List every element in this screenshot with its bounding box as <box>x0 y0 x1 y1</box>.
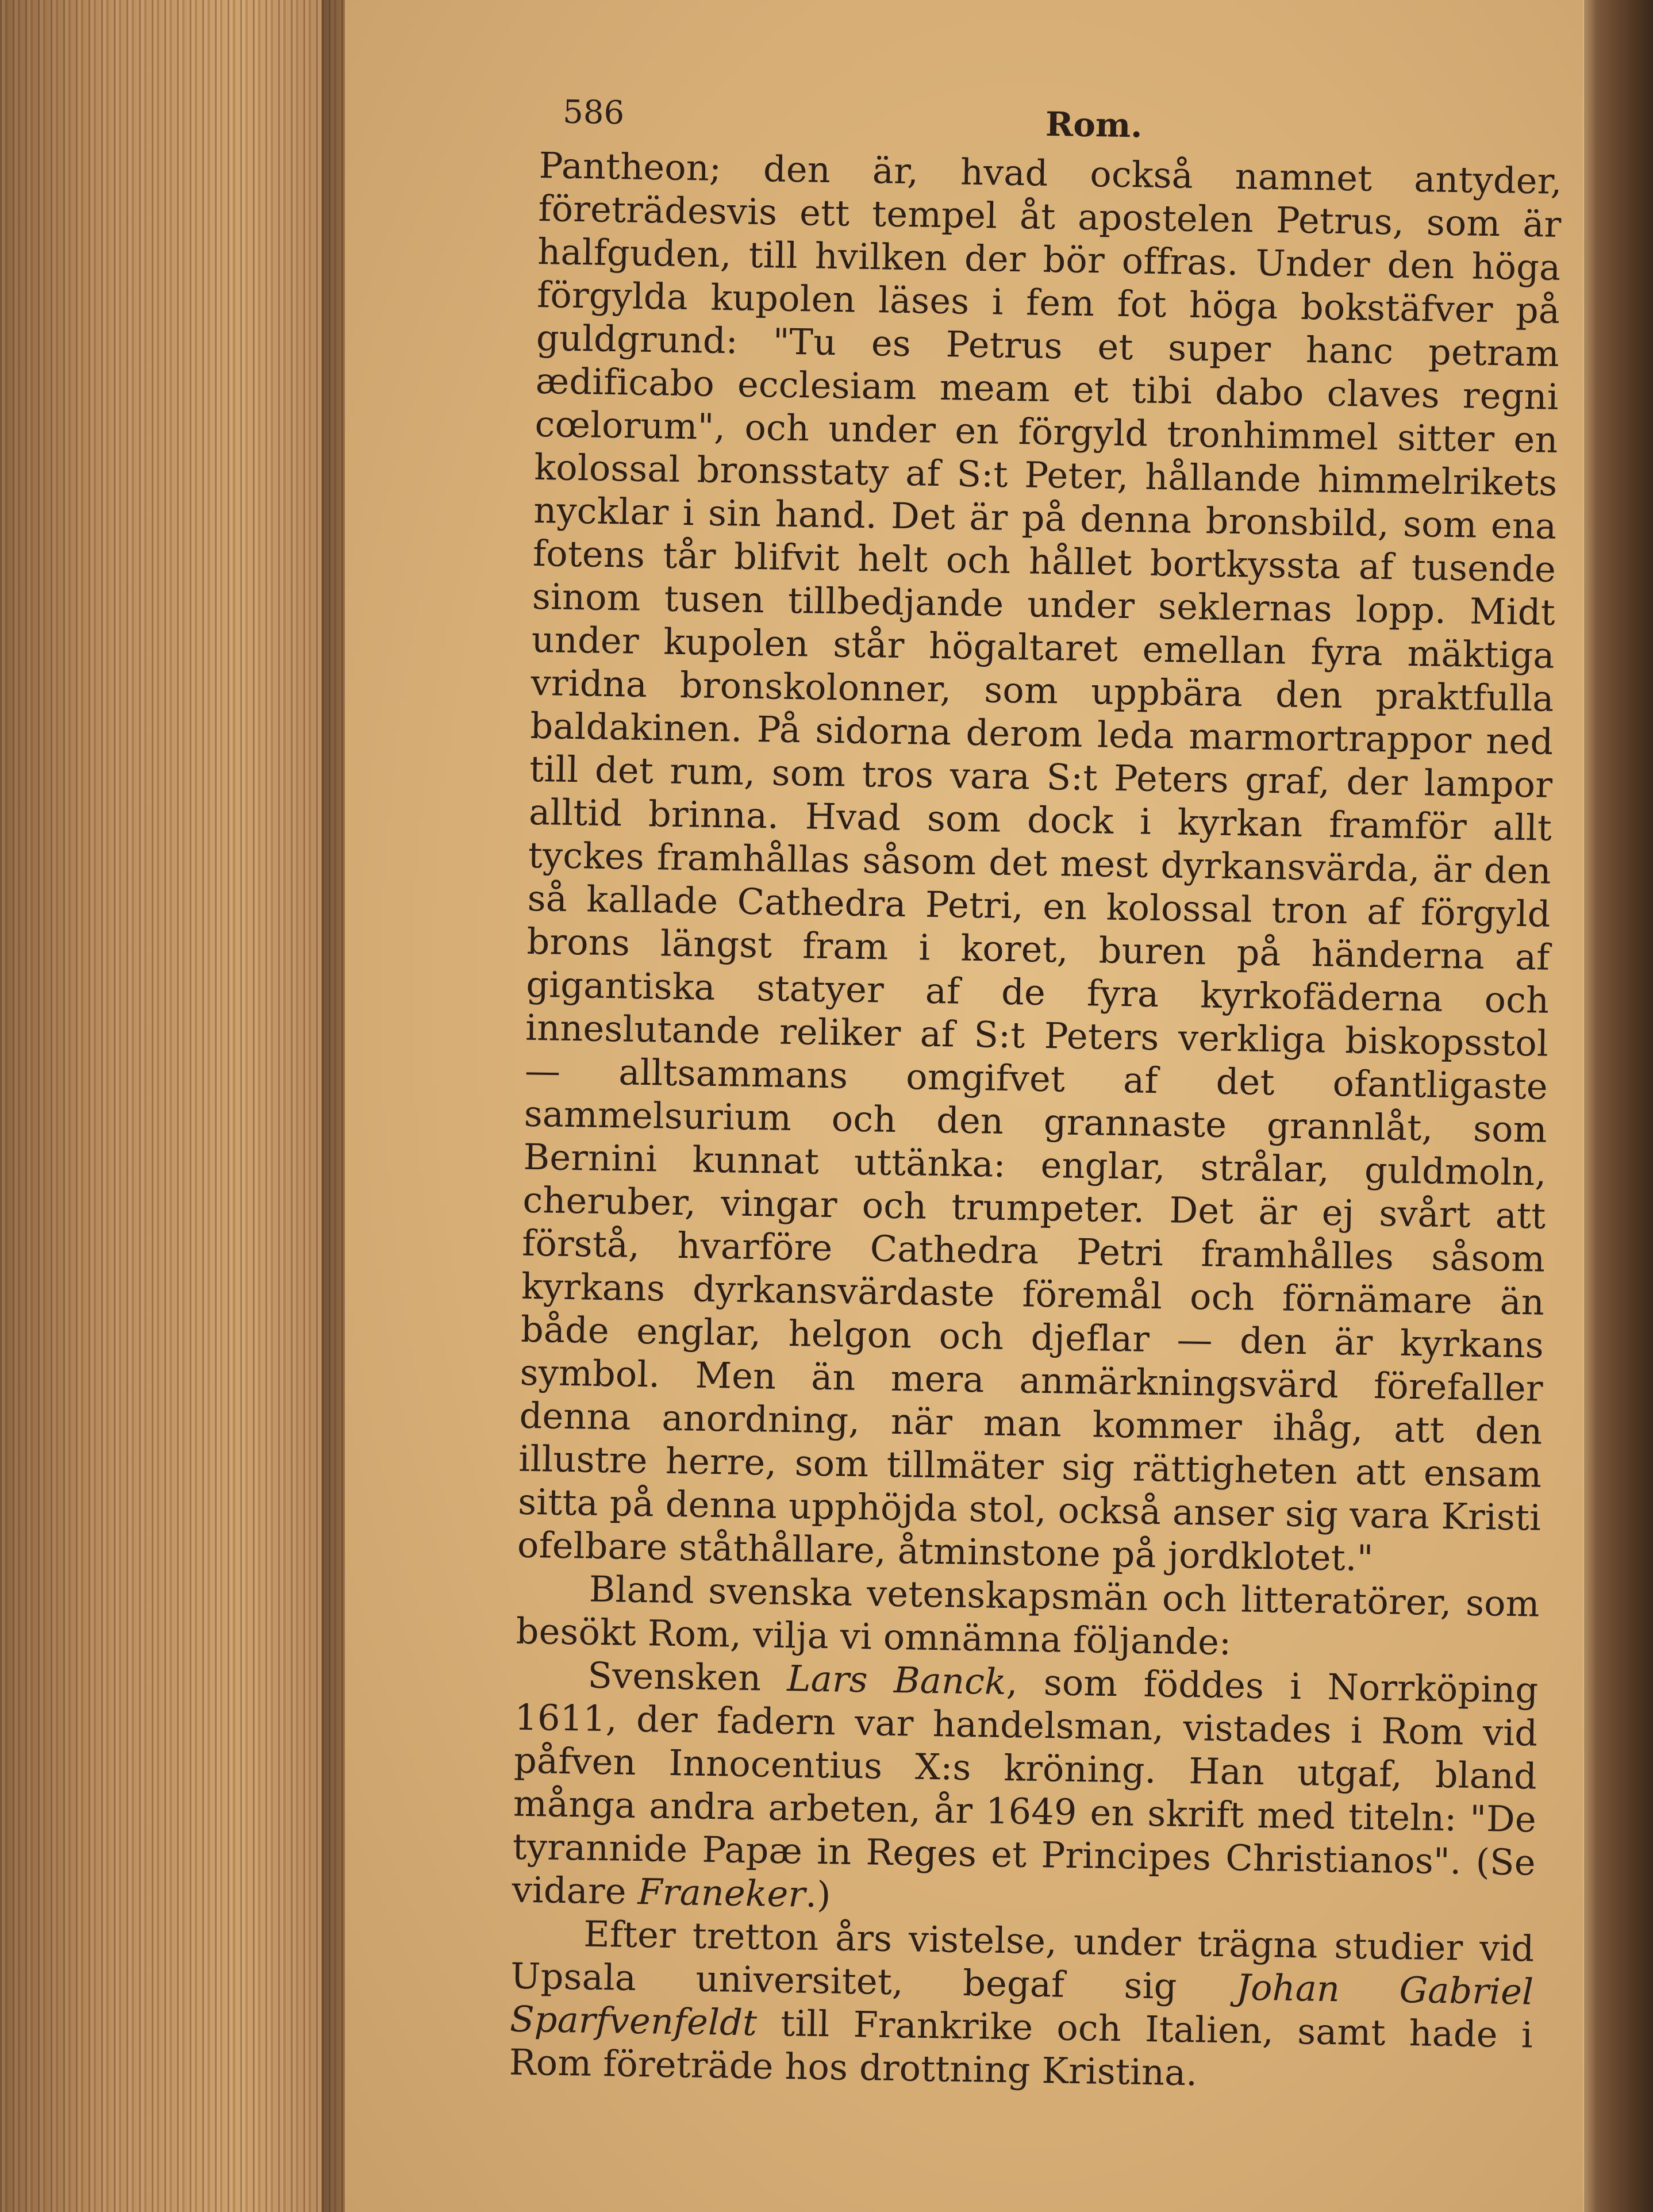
italic-name: Johan Gabriel Sparfvenfeldt <box>509 1966 1534 2044</box>
body-text <box>509 144 1562 2100</box>
text-run: Bland svenska vetenskapsmän och litteratörer, som besökt Rom, vilja vi omnämna följande: <box>516 1568 1540 1664</box>
book-page <box>345 0 1584 2212</box>
text-run: till Frankrike och Italien, samt hade i Rom företräde hos drottning Kristina. <box>509 2002 1533 2094</box>
right-page-edge-highlight <box>1583 0 1596 2212</box>
paragraph-1 <box>517 144 1563 1583</box>
italic-name: Lars Banck <box>786 1657 1007 1703</box>
text-run: Pantheon; den är, hvad också namnet antyder, företrädesvis ett tempel åt apostelen Petrus, som är halfguden, till hvilken der bör offras. Under den höga förgylda kupolen läses i fem fot höga bokstäfver på guldgrund: "Tu es Petrus et super hanc petram ædificabo ecclesiam meam et tibi dabo claves regni cœlorum", och under en förgyld tronhimmel sitter en kolossal bronsstaty af S:t Peter, hållande himmelrikets nycklar i sin hand. Det är på denna bronsbild, som ena fotens tår blifvit helt och hållet bortkyssta af tusende sinom tusen tillbedjande under seklernas lopp. Midt under kupolen står högaltaret emellan fyra mäktiga vridna bronskolonner, som uppbära den praktfulla baldakinen. På sidorna derom leda marmortrappor ned till det rum, som tros vara S:t Peters graf, der lampor alltid brinna. Hvad som dock i kyrkan framför allt tyckes framhållas såsom det mest dyrkansvärda, är den så kallade Cathedra Petri, en kolossal tron af förgyld brons längst fram i koret, buren på händerna af gigantiska statyer af de fyra kyrkofäderna och inneslutande reliker af S:t Peters verkliga biskopsstol — alltsammans omgifvet af det ofantligaste sammelsurium och den grannaste grannlåt, som Bernini kunnat uttänka: englar, strålar, guldmoln, cheruber, vingar och trumpeter. Det är ej svårt att förstå, hvarföre Cathedra Petri framhålles såsom kyrkans dyrkansvärdaste föremål och förnämare än både englar, helgon och djeflar — den är kyrkans symbol. Men än mera anmärkningsvärd förefaller denna anordning, när man kommer ihåg, att den illustre herre, som tillmäter sig rättigheten att ensam sitta på denna upphöjda stol, också anser sig vara Kristi ofelbare ståthållare, åtminstone på jordklotet." <box>517 144 1563 1580</box>
text-run: Efter tretton års vistelse, under trägna studier vid Upsala universitet, begaf sig <box>510 1913 1535 2009</box>
paragraph-2 <box>516 1566 1540 1669</box>
paragraph-3 <box>512 1653 1539 1927</box>
left-page-stack <box>0 0 345 2212</box>
text-run: Svensken <box>587 1654 788 1700</box>
text-block <box>509 86 1563 2100</box>
text-run: , som föddes i Norrköping 1611, der fadern var handelsman, vistades i Rom vid påfven Innocentius X:s kröning. Han utgaf, bland många andra arbeten, år 1649 en skrift med titeln: "De tyrannide Papæ in Reges et Principes Christianos". (Se vidare <box>512 1661 1539 1913</box>
page-number: 586 <box>562 93 625 132</box>
running-title: Rom. <box>1045 104 1143 145</box>
italic-name: Franeker <box>637 1871 806 1915</box>
paragraph-4 <box>509 1911 1534 2100</box>
text-run: .) <box>805 1873 832 1916</box>
